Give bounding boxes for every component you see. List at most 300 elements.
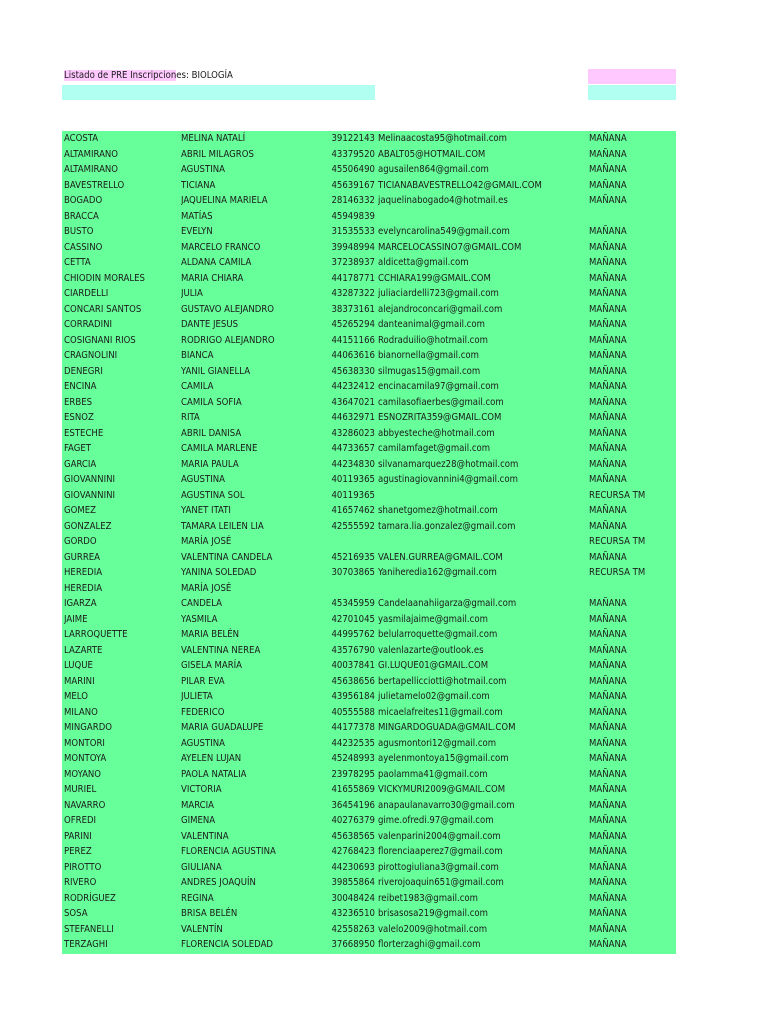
shift-cell: MAÑANA (589, 272, 627, 284)
given-names-cell: ALDANA CAMILA (181, 257, 252, 268)
surname-cell: NAVARRO (64, 799, 106, 811)
title-highlight: Listado de PRE Inscripcion (64, 70, 177, 81)
surname-cell: ACOSTA (64, 133, 99, 144)
email-cell: GI.LUQUE01@GMAIL.COM (378, 660, 489, 671)
email-cell: MARCELOCASSINO7@GMAIL.COM (378, 241, 522, 253)
given-names-cell: MARÍA JOSÉ (181, 582, 232, 594)
given-names-cell: RITA (181, 412, 200, 423)
table-row (62, 534, 676, 550)
email-cell: TICIANABAVESTRELLO42@GMAIL.COM (378, 179, 542, 191)
email-cell: yasmilajaime@gmail.com (378, 613, 488, 625)
dni-cell: 44178771 (331, 272, 375, 284)
surname-cell: ERBES (64, 396, 93, 408)
shift-cell: MAÑANA (589, 939, 627, 950)
surname-cell: MINGARDO (64, 722, 113, 733)
email-cell: paolamma41@gmail.com (378, 768, 488, 780)
given-names-cell: CAMILA (181, 381, 214, 392)
surname-cell: CRAGNOLINI (64, 350, 118, 361)
surname-cell: MURIEL (64, 784, 97, 795)
dni-cell: 30703865 (331, 567, 375, 578)
table-row (62, 891, 676, 907)
dni-cell: 43236510 (331, 908, 375, 919)
shift-cell: MAÑANA (589, 644, 627, 656)
email-cell: aldicetta@gmail.com (378, 257, 469, 268)
dni-cell: 41655869 (331, 784, 375, 795)
shift-cell: MAÑANA (589, 427, 627, 439)
dni-cell: 45949839 (331, 210, 375, 222)
email-cell: valenlazarte@outlook.es (378, 644, 484, 656)
dni-cell: 40119365 (331, 474, 375, 485)
surname-cell: OFREDI (64, 815, 97, 826)
email-cell: danteanimal@gmail.com (378, 319, 485, 330)
dni-cell: 44232412 (331, 381, 375, 392)
given-names-cell: EVELYN (181, 226, 213, 237)
surname-cell: MOYANO (64, 768, 102, 780)
shift-cell: MAÑANA (589, 505, 627, 516)
table-row (62, 798, 676, 814)
surname-cell: CONCARI SANTOS (64, 303, 142, 315)
surname-cell: HEREDIA (64, 567, 103, 578)
shift-cell: MAÑANA (589, 334, 627, 346)
registration-table (62, 131, 676, 954)
table-row (62, 906, 676, 922)
email-cell: evelyncarolina549@gmail.com (378, 226, 510, 237)
table-row (62, 240, 676, 256)
table-row (62, 209, 676, 225)
given-names-cell: MATÍAS (181, 210, 213, 222)
dni-cell: 45506490 (331, 164, 375, 175)
given-names-cell: MELINA NATALÍ (181, 133, 246, 144)
surname-cell: GIOVANNINI (64, 474, 115, 485)
shift-cell: MAÑANA (589, 691, 627, 702)
email-cell: VICKYMURI2009@GMAIL.COM (378, 784, 506, 795)
dni-cell: 44234830 (331, 458, 375, 470)
table-row (62, 720, 676, 736)
given-names-cell: GIULIANA (181, 861, 222, 873)
shift-cell: MAÑANA (589, 923, 627, 935)
email-cell: bertapellicciotti@hotmail.com (378, 675, 507, 687)
given-names-cell: YANIL GIANELLA (181, 365, 251, 377)
given-names-cell: VALENTINA (181, 830, 229, 842)
email-cell: agusailen864@gmail.com (378, 164, 489, 175)
given-names-cell: JULIA (181, 288, 203, 299)
email-cell: camilasofiaerbes@gmail.com (378, 396, 504, 408)
email-cell: valelo2009@hotmail.com (378, 923, 488, 935)
surname-cell: BOGADO (64, 195, 103, 206)
given-names-cell: VICTORIA (181, 784, 222, 795)
surname-cell: MELO (64, 691, 88, 702)
shift-cell: MAÑANA (589, 443, 627, 454)
table-row (62, 612, 676, 628)
surname-cell: CASSINO (64, 241, 103, 253)
surname-cell: BAVESTRELLO (64, 179, 125, 191)
dni-cell: 44995762 (331, 629, 375, 640)
given-names-cell: CAMILA MARLENE (181, 443, 258, 454)
table-row (62, 162, 676, 178)
header-cyan-cell (588, 85, 676, 100)
given-names-cell: PAOLA NATALIA (181, 768, 247, 780)
dni-cell: 44632971 (331, 412, 375, 423)
given-names-cell: DANTE JESUS (181, 319, 239, 330)
given-names-cell: RODRIGO ALEJANDRO (181, 334, 275, 346)
shift-cell: MAÑANA (589, 706, 627, 718)
table-row (62, 844, 676, 860)
table-row (62, 395, 676, 411)
email-cell: bianornella@gmail.com (378, 350, 479, 361)
table-row (62, 410, 676, 426)
shift-cell: MAÑANA (589, 722, 627, 733)
surname-cell: JAIME (64, 613, 88, 625)
given-names-cell: VALENTINA CANDELA (181, 551, 273, 563)
table-row (62, 751, 676, 767)
shift-cell: MAÑANA (589, 784, 627, 795)
shift-cell: MAÑANA (589, 257, 627, 268)
surname-cell: FAGET (64, 443, 91, 454)
surname-cell: COSIGNANI RIOS (64, 334, 136, 346)
email-cell: MINGARDOGUADA@GMAIL.COM (378, 722, 516, 733)
given-names-cell: MARIA PAULA (181, 458, 239, 470)
shift-cell: MAÑANA (589, 195, 627, 206)
shift-cell: MAÑANA (589, 226, 627, 237)
email-cell: valenparini2004@gmail.com (378, 830, 501, 842)
given-names-cell: PILAR EVA (181, 675, 225, 687)
email-cell: ESNOZRITA359@GMAIL.COM (378, 412, 502, 423)
table-row (62, 317, 676, 333)
email-cell: CCHIARA199@GMAIL.COM (378, 272, 491, 284)
given-names-cell: FEDERICO (181, 706, 225, 718)
dni-cell: 42701045 (331, 613, 375, 625)
surname-cell: BRACCA (64, 210, 99, 222)
dni-cell: 45345959 (331, 598, 375, 609)
surname-cell: CETTA (64, 257, 91, 268)
table-row (62, 488, 676, 504)
given-names-cell: FLORENCIA AGUSTINA (181, 846, 276, 857)
given-names-cell: GIMENA (181, 815, 216, 826)
shift-cell: MAÑANA (589, 737, 627, 749)
shift-cell: MAÑANA (589, 768, 627, 780)
email-cell: camilamfaget@gmail.com (378, 443, 491, 454)
table-row (62, 472, 676, 488)
dni-cell: 42555592 (331, 520, 375, 532)
shift-cell: MAÑANA (589, 365, 627, 377)
shift-cell: MAÑANA (589, 660, 627, 671)
given-names-cell: MARIA BELÉN (181, 629, 240, 640)
surname-cell: MILANO (64, 706, 98, 718)
email-cell: reibet1983@gmail.com (378, 892, 478, 904)
surname-cell: PEREZ (64, 846, 92, 857)
table-row (62, 193, 676, 209)
dni-cell: 37668950 (331, 939, 375, 950)
given-names-cell: VALENTINA NEREA (181, 644, 261, 656)
shift-cell: MAÑANA (589, 179, 627, 191)
surname-cell: MARINI (64, 675, 95, 687)
dni-cell: 44151166 (331, 334, 375, 346)
surname-cell: ESNOZ (64, 412, 94, 423)
dni-cell: 28146332 (331, 195, 375, 206)
dni-cell: 39948994 (331, 241, 375, 253)
email-cell: ABALT05@HOTMAIL.COM (378, 148, 486, 160)
surname-cell: LAZARTE (64, 644, 103, 656)
shift-cell: MAÑANA (589, 846, 627, 857)
email-cell: juliaciardelli723@gmail.com (378, 288, 499, 299)
email-cell: jaquelinabogado4@hotmail.es (378, 195, 508, 206)
surname-cell: RODRÍGUEZ (64, 892, 116, 904)
table-row (62, 550, 676, 566)
surname-cell: TERZAGHI (64, 939, 108, 950)
shift-cell: MAÑANA (589, 629, 627, 640)
email-cell: julietamelo02@gmail.com (378, 691, 490, 702)
shift-cell: MAÑANA (589, 412, 627, 423)
shift-cell: MAÑANA (589, 598, 627, 609)
surname-cell: PARINI (64, 830, 92, 842)
email-cell: Yaniheredia162@gmail.com (378, 567, 497, 578)
dni-cell: 36454196 (331, 799, 375, 811)
surname-cell: ALTAMIRANO (64, 164, 119, 175)
dni-cell: 43576790 (331, 644, 375, 656)
surname-cell: CORRADINI (64, 319, 113, 330)
surname-cell: RIVERO (64, 877, 97, 888)
given-names-cell: TICIANA (181, 179, 216, 191)
given-names-cell: YASMILA (181, 613, 218, 625)
shift-cell: RECURSA TM (589, 489, 646, 501)
given-names-cell: YANET ITATI (181, 505, 231, 516)
shift-cell: MAÑANA (589, 319, 627, 330)
email-cell: brisasosa219@gmail.com (378, 908, 488, 919)
shift-cell: MAÑANA (589, 815, 627, 826)
table-row (62, 937, 676, 953)
shift-cell: RECURSA TM (589, 536, 646, 547)
given-names-cell: MARCIA (181, 799, 215, 811)
shift-cell: MAÑANA (589, 381, 627, 392)
shift-cell: MAÑANA (589, 288, 627, 299)
dni-cell: 44733657 (331, 443, 375, 454)
dni-cell: 40037841 (331, 660, 375, 671)
surname-cell: LARROQUETTE (64, 629, 128, 640)
dni-cell: 43287322 (331, 288, 375, 299)
table-row (62, 426, 676, 442)
dni-cell: 43956184 (331, 691, 375, 702)
table-row (62, 658, 676, 674)
surname-cell: ENCINA (64, 381, 97, 392)
shift-cell: MAÑANA (589, 350, 627, 361)
table-row (62, 224, 676, 240)
header-cyan-bar (62, 85, 375, 100)
surname-cell: CHIODIN MORALES (64, 272, 145, 284)
shift-cell: MAÑANA (589, 908, 627, 919)
table-row (62, 147, 676, 163)
email-cell: Rodraduilio@hotmail.com (378, 334, 488, 346)
dni-cell: 45638656 (331, 675, 375, 687)
shift-cell: MAÑANA (589, 396, 627, 408)
dni-cell: 44063616 (331, 350, 375, 361)
table-row (62, 131, 676, 147)
table-row (62, 271, 676, 287)
given-names-cell: VALENTÍN (181, 923, 223, 935)
header-pink-cell (588, 69, 676, 84)
surname-cell: GONZALEZ (64, 520, 112, 532)
table-row (62, 364, 676, 380)
dni-cell: 43647021 (331, 396, 375, 408)
table-row (62, 767, 676, 783)
shift-cell: MAÑANA (589, 675, 627, 687)
shift-cell: MAÑANA (589, 148, 627, 160)
given-names-cell: BIANCA (181, 350, 214, 361)
surname-cell: BUSTO (64, 226, 94, 237)
given-names-cell: ANDRES JOAQUÍN (181, 877, 256, 888)
table-row (62, 302, 676, 318)
dni-cell: 38373161 (331, 303, 375, 315)
table-row (62, 736, 676, 752)
shift-cell: MAÑANA (589, 474, 627, 485)
table-row (62, 596, 676, 612)
surname-cell: MONTOYA (64, 753, 107, 764)
given-names-cell: MARÍA JOSÉ (181, 536, 232, 547)
table-row (62, 875, 676, 891)
email-cell: florterzaghi@gmail.com (378, 939, 481, 950)
dni-cell: 30048424 (331, 892, 375, 904)
dni-cell: 42768423 (331, 846, 375, 857)
given-names-cell: JAQUELINA MARIELA (181, 195, 268, 206)
email-cell: VALEN.GURREA@GMAIL.COM (378, 551, 503, 563)
surname-cell: GIOVANNINI (64, 489, 115, 501)
table-row (62, 627, 676, 643)
shift-cell: MAÑANA (589, 877, 627, 888)
table-row (62, 333, 676, 349)
email-cell: shanetgomez@hotmail.com (378, 505, 498, 516)
table-row (62, 922, 676, 938)
email-cell: Melinaacosta95@hotmail.com (378, 133, 507, 144)
dni-cell: 40555588 (331, 706, 375, 718)
surname-cell: PIROTTO (64, 861, 102, 873)
dni-cell: 31535533 (331, 226, 375, 237)
given-names-cell: YANINA SOLEDAD (181, 567, 257, 578)
email-cell: alejandroconcari@gmail.com (378, 303, 503, 315)
given-names-cell: CAMILA SOFIA (181, 396, 242, 408)
table-row (62, 503, 676, 519)
table-row (62, 581, 676, 597)
given-names-cell: CANDELA (181, 598, 223, 609)
email-cell: belularroquette@gmail.com (378, 629, 498, 640)
given-names-cell: ABRIL DANISA (181, 427, 242, 439)
dni-cell: 44232535 (331, 737, 375, 749)
table-row (62, 689, 676, 705)
dni-cell: 45638565 (331, 830, 375, 842)
table-row (62, 674, 676, 690)
surname-cell: GARCIA (64, 458, 97, 470)
dni-cell: 40276379 (331, 815, 375, 826)
surname-cell: CIARDELLI (64, 288, 109, 299)
table-row (62, 255, 676, 271)
table-row (62, 860, 676, 876)
shift-cell: RECURSA TM (589, 567, 646, 578)
shift-cell: MAÑANA (589, 861, 627, 873)
given-names-cell: FLORENCIA SOLEDAD (181, 939, 273, 950)
given-names-cell: AYELEN LUJAN (181, 753, 242, 764)
shift-cell: MAÑANA (589, 303, 627, 315)
dni-cell: 40119365 (331, 489, 375, 501)
shift-cell: MAÑANA (589, 799, 627, 811)
dni-cell: 43286023 (331, 427, 375, 439)
given-names-cell: MARIA CHIARA (181, 272, 244, 284)
table-row (62, 782, 676, 798)
email-cell: agusmontori12@gmail.com (378, 737, 497, 749)
shift-cell: MAÑANA (589, 164, 627, 175)
shift-cell: MAÑANA (589, 458, 627, 470)
surname-cell: GOMEZ (64, 505, 96, 516)
email-cell: pirottogiuliana3@gmail.com (378, 861, 499, 873)
email-cell: anapaulanavarro30@gmail.com (378, 799, 515, 811)
surname-cell: GORDO (64, 536, 97, 547)
email-cell: micaelafreites11@gmail.com (378, 706, 503, 718)
given-names-cell: AGUSTINA (181, 737, 225, 749)
table-row (62, 565, 676, 581)
table-row (62, 813, 676, 829)
surname-cell: GURREA (64, 551, 101, 563)
shift-cell: MAÑANA (589, 520, 627, 532)
email-cell: agustinagiovannini4@gmail.com (378, 474, 518, 485)
surname-cell: ALTAMIRANO (64, 148, 119, 160)
dni-cell: 39855864 (331, 877, 375, 888)
email-cell: abbyesteche@hotmail.com (378, 427, 495, 439)
table-row (62, 441, 676, 457)
dni-cell: 44230693 (331, 861, 375, 873)
shift-cell: MAÑANA (589, 753, 627, 764)
title-rest: es: BIOLOGÍA (176, 70, 233, 81)
given-names-cell: AGUSTINA (181, 164, 225, 175)
table-row (62, 519, 676, 535)
shift-cell: MAÑANA (589, 892, 627, 904)
table-row (62, 178, 676, 194)
dni-cell: 45638330 (331, 365, 375, 377)
given-names-cell: AGUSTINA SOL (181, 489, 245, 501)
email-cell: encinacamila97@gmail.com (378, 381, 499, 392)
surname-cell: STEFANELLI (64, 923, 114, 935)
table-row (62, 379, 676, 395)
email-cell: tamara.lia.gonzalez@gmail.com (378, 520, 516, 532)
email-cell: Candelaanahiigarza@gmail.com (378, 598, 517, 609)
given-names-cell: GUSTAVO ALEJANDRO (181, 303, 274, 315)
given-names-cell: JULIETA (181, 691, 213, 702)
surname-cell: MONTORI (64, 737, 105, 749)
given-names-cell: MARIA GUADALUPE (181, 722, 264, 733)
sheet-title (64, 70, 233, 82)
dni-cell: 23978295 (331, 768, 375, 780)
table-row (62, 457, 676, 473)
email-cell: riverojoaquin651@gmail.com (378, 877, 504, 888)
given-names-cell: REGINA (181, 892, 214, 904)
email-cell: silvanamarquez28@hotmail.com (378, 458, 519, 470)
dni-cell: 45248993 (331, 753, 375, 764)
table-row (62, 286, 676, 302)
shift-cell: MAÑANA (589, 613, 627, 625)
given-names-cell: BRISA BELÉN (181, 908, 238, 919)
given-names-cell: GISELA MARÍA (181, 660, 243, 671)
shift-cell: MAÑANA (589, 830, 627, 842)
email-cell: florenciaaperez7@gmail.com (378, 846, 503, 857)
table-row (62, 348, 676, 364)
dni-cell: 42558263 (331, 923, 375, 935)
dni-cell: 44177378 (331, 722, 375, 733)
surname-cell: ESTECHE (64, 427, 104, 439)
given-names-cell: TAMARA LEILEN LIA (181, 520, 264, 532)
surname-cell: DENEGRI (64, 365, 103, 377)
email-cell: ayelenmontoya15@gmail.com (378, 753, 509, 764)
table-row (62, 705, 676, 721)
table-row (62, 829, 676, 845)
given-names-cell: AGUSTINA (181, 474, 225, 485)
surname-cell: SOSA (64, 908, 88, 919)
dni-cell: 45639167 (331, 179, 375, 191)
